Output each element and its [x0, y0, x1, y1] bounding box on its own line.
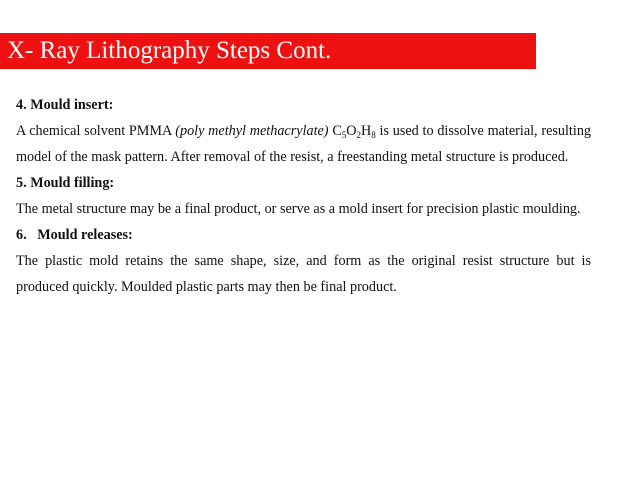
- formula-subscript: 5: [341, 130, 347, 140]
- heading-text: Mould releases:: [37, 227, 133, 243]
- paragraph-mould-filling: The metal structure may be a final product, or serve as a mold insert for precision plastic moulding.: [16, 201, 581, 217]
- paragraph-mould-releases: The plastic mold retains the same shape, size, and form as the original resist structure but is produced quickly. Moulded plastic parts may then be final product.: [16, 253, 591, 295]
- slide-title: X- Ray Lithography Steps Cont.: [7, 37, 332, 64]
- formula-subscript: 2: [356, 130, 362, 140]
- chemical-formula: [332, 123, 375, 139]
- paragraph-text: A chemical solvent PMMA: [16, 123, 176, 139]
- slide-body: [16, 92, 591, 300]
- heading-mould-releases: [16, 222, 591, 248]
- paragraph-mould-insert: [16, 118, 591, 170]
- paragraph-text: is used to dissolve material, resulting model of the mask pattern. After removal of the resist, a freestanding metal structure is produced.: [16, 123, 592, 165]
- heading-text: Mould filling:: [30, 175, 115, 191]
- title-bar: [0, 33, 536, 69]
- formula-element: O: [346, 123, 357, 139]
- heading-number: 4.: [16, 97, 27, 113]
- formula-element: C: [332, 123, 342, 139]
- formula-subscript: 8: [371, 130, 376, 140]
- heading-mould-insert: [16, 92, 591, 118]
- heading-number: 5.: [16, 175, 27, 191]
- italic-term: (poly methyl methacrylate): [175, 123, 329, 139]
- heading-text: Mould insert:: [30, 97, 114, 113]
- formula-element: H: [361, 123, 372, 139]
- heading-mould-filling: [16, 170, 591, 196]
- heading-number: 6.: [16, 227, 27, 243]
